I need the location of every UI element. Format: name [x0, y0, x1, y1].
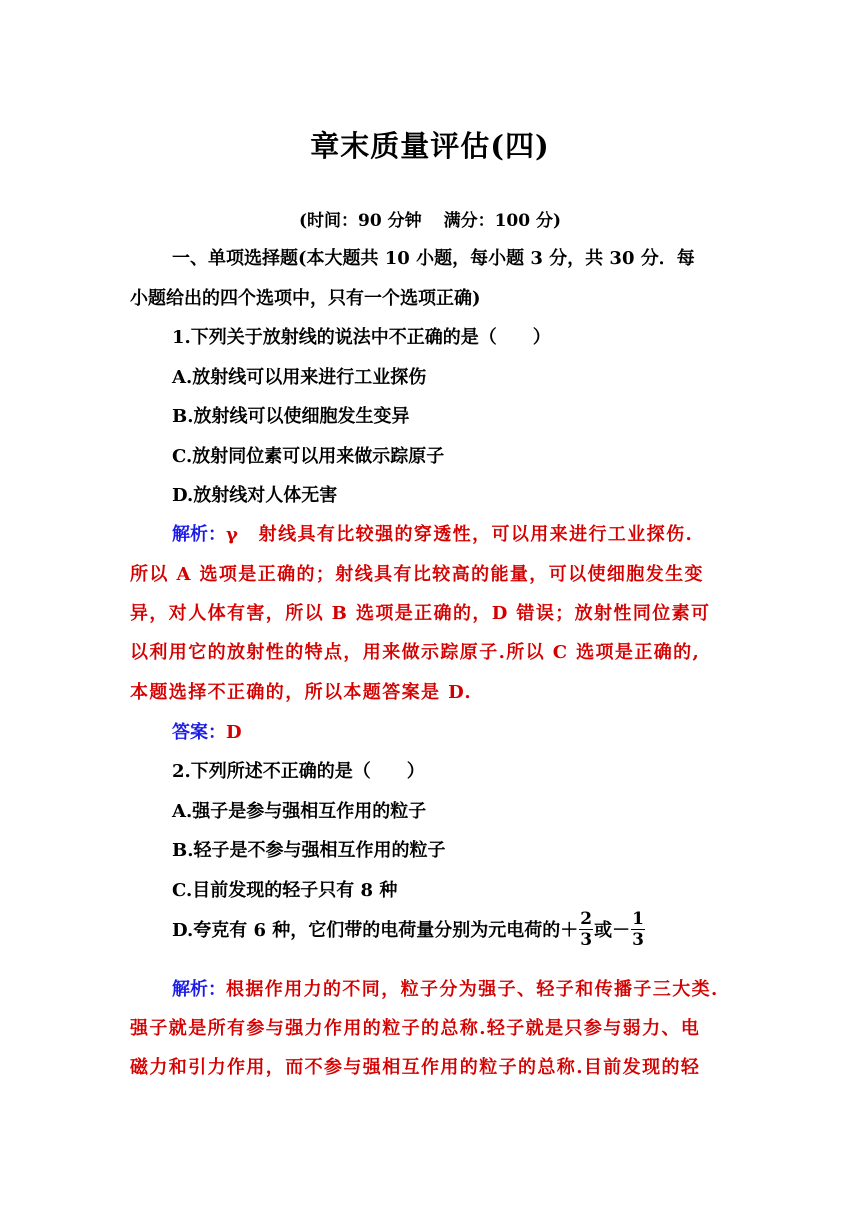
q2-analysis-label: 解析： [172, 979, 226, 1000]
q1-option-b: B.放射线可以使细胞发生变异 [172, 406, 410, 427]
q1-analysis-line-2: 所以 A 选项是正确的；射线具有比较高的能量，可以使细胞发生变 [130, 564, 704, 585]
q1-analysis-line-4: 以利用它的放射性的特点，用来做示踪原子.所以 C 选项是正确的, [130, 642, 701, 663]
q1-option-d: D.放射线对人体无害 [172, 485, 338, 506]
fraction-2-numerator: 1 [632, 909, 644, 929]
fraction-two-thirds [579, 911, 593, 949]
fraction-1-numerator: 2 [580, 909, 593, 929]
q1-answer-value: D [226, 722, 244, 743]
exam-meta [0, 206, 860, 231]
section-desc-1: (本大题共 10 小题，每小题 3 分，共 30 分．每 [298, 248, 695, 269]
time-limit: (时间：90 分钟 [298, 211, 422, 231]
q2-stem: 2.下列所述不正确的是（ ） [172, 761, 425, 782]
fraction-one-third [631, 911, 645, 949]
page-title: 章末质量评估(四) [310, 129, 550, 163]
q2-option-a: A.强子是参与强相互作用的粒子 [172, 801, 427, 822]
q1-analysis-line-3: 异，对人体有害，所以 B 选项是正确的，D 错误；放射性同位素可 [130, 603, 711, 624]
q1-analysis-text-1: γ 射线具有比较强的穿透性，可以用来进行工业探伤. [226, 524, 694, 545]
section-heading-line [172, 244, 695, 270]
q1-option-a: A.放射线可以用来进行工业探伤 [172, 367, 427, 388]
q2-option-b: B.轻子是不参与强相互作用的粒子 [172, 840, 446, 861]
q1-analysis-line-5: 本题选择不正确的，所以本题答案是 D. [130, 682, 473, 703]
q2-option-d-mid: 或－ [594, 920, 631, 941]
q2-option-c: C.目前发现的轻子只有 8 种 [172, 880, 398, 901]
q1-answer-label: 答案： [172, 722, 226, 743]
fraction-1-denominator: 3 [580, 930, 593, 950]
q1-option-c: C.放射同位素可以用来做示踪原子 [172, 446, 445, 467]
q2-option-d-prefix: D.夸克有 6 种，它们带的电荷量分别为元电荷的＋ [172, 920, 579, 941]
fraction-2-denominator: 3 [632, 930, 644, 950]
full-score: 满分：100 分) [443, 211, 562, 231]
q1-answer-line [172, 718, 243, 744]
section-heading: 一、单项选择题 [172, 248, 298, 269]
q1-analysis-line-1 [172, 520, 693, 546]
q2-analysis-line-2: 强子就是所有参与强力作用的粒子的总称.轻子就是只参与弱力、电 [130, 1018, 701, 1039]
q1-stem: 1.下列关于放射线的说法中不正确的是（ ） [172, 327, 551, 348]
q2-analysis-text-1: 根据作用力的不同，粒子分为强子、轻子和传播子三大类. [226, 979, 719, 1000]
q1-analysis-label: 解析： [172, 524, 226, 545]
q2-analysis-line-1 [172, 975, 719, 1001]
q2-analysis-line-3: 磁力和引力作用，而不参与强相互作用的粒子的总称.目前发现的轻 [130, 1057, 701, 1078]
section-desc-2: 小题给出的四个选项中，只有一个选项正确) [130, 288, 481, 309]
q2-option-d [172, 909, 646, 950]
